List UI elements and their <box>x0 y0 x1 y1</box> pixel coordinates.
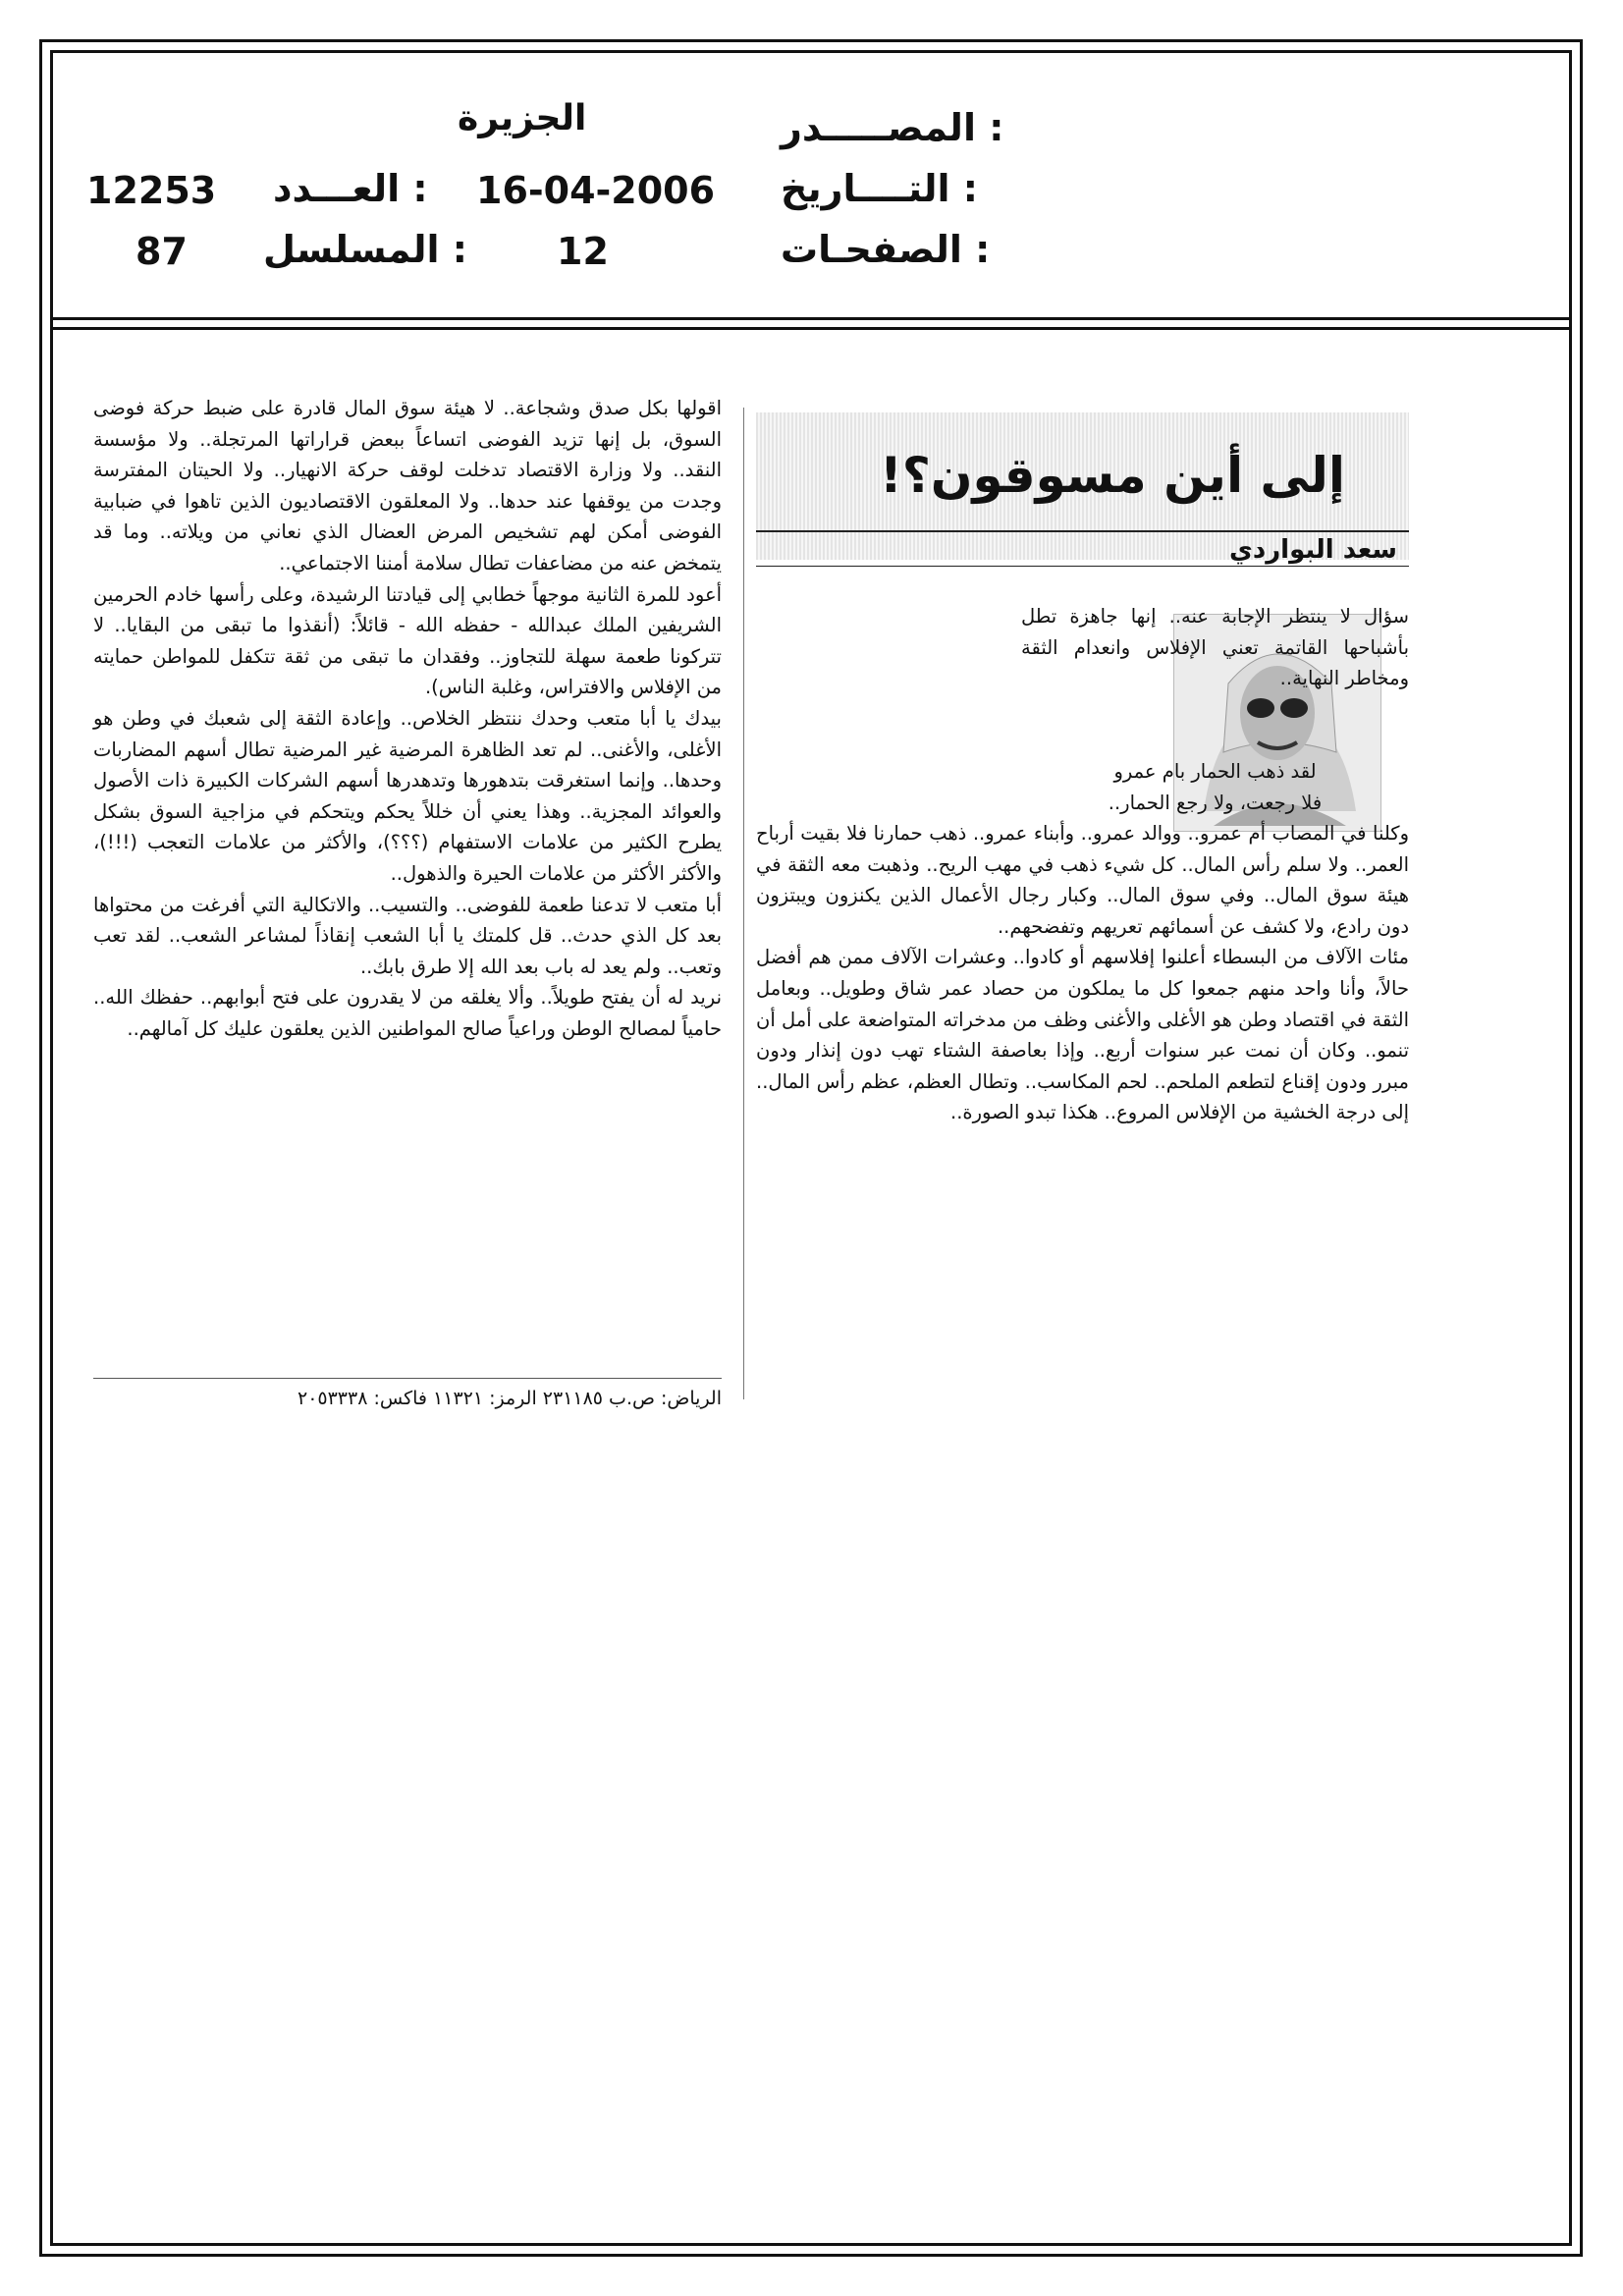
issue-value: 12253 <box>86 169 217 212</box>
issue-label: العـــدد : <box>273 167 428 210</box>
poem-line: لقد ذهب الحمار بام عمرو <box>1113 760 1317 783</box>
header-divider-top <box>50 317 1572 320</box>
date-label: التــــاريخ : <box>781 167 978 210</box>
paragraph: بيدك يا أبا متعب وحدك ننتظر الخلاص.. وإعادة الثقة إلى شعبك في وطن هو الأغلى، والأغنى.. لم تعد الظاهرة المرضية غير المرضية تطال أسهم المضاربات وحدها.. وإنما استغرقت بتدهورها وتدهدرها أسهم الشركات الكبيرة ذات الأصول والعوائد المجزية.. وهذا يعني أن خللاً يحكم ويتحكم في مزاجية السوق بشكل يطرح الكثير من علامات الاستفهام (؟؟؟)، والأكثر من علامات التعجب (!!!)، والأكثر الأكثر من علامات الحيرة والذهول.. <box>93 706 722 885</box>
paragraph: مئات الآلاف من البسطاء أعلنوا إفلاسهم أو كادوا.. وعشرات الآلاف ممن هم أفضل حالاً، وأنا واحد منهم جمعوا كل ما يملكون من حصاد عمر شاق وطويل.. وبعامل الثقة في اقتصاد وطن هو الأغلى والأغنى وظف من مدخراته المتواضعة على أمل أن تنمو.. وكان أن نمت عبر سنوات أربع.. وإذا بعاصفة الشتاء تهب دون إنذار ودون مبرر ودون إقناع لتطعم الملحم.. لحم المكاسب.. وتطال العظم، عظم رأس المال.. إلى درجة الخشية من الإفلاس المروع.. هكذا تبدو الصورة.. <box>756 946 1409 1124</box>
paragraph: نريد له أن يفتح طويلاً.. وألا يغلقه من لا يقدرون على فتح أبوابهم.. حفظك الله.. حامياً لمصالح الوطن وراعياً صالح المواطنين الذين يعلقون عليك كل آمالهم.. <box>93 986 722 1040</box>
footer-divider <box>93 1378 722 1379</box>
serial-label: المسلسل : <box>263 228 467 271</box>
paragraph: اقولها بكل صدق وشجاعة.. لا هيئة سوق المال قادرة على ضبط حركة فوضى السوق، بل إنها تزيد الفوضى اتساعاً ببعض قراراتها المرتجلة.. ولا مؤسسة النقد.. ولا وزارة الاقتصاد تدخلت لوقف حركة الانهيار.. ولا الحيتان المفترسة وجدت من يوقفها عند حدها.. ولا المعلقون الاقتصاديون الذين تاهوا في ضبابية الفوضى أمكن لهم تشخيص المرض العضال الذي نعاني من ويلاته.. وما قد يتمخض عنه من مضاعفات تطال سلامة أمننا الاجتماعي.. <box>93 397 722 574</box>
header-divider-bottom <box>50 327 1572 330</box>
column-divider <box>743 408 744 1399</box>
source-value: الجزيرة <box>458 98 587 138</box>
serial-value: 87 <box>135 230 188 273</box>
right-column-lead <box>1021 601 1409 694</box>
article-headline: إلى أين مسوقون؟! <box>880 447 1345 504</box>
pages-label: الصفحـات : <box>781 228 991 271</box>
paragraph: أبا متعب لا تدعنا طعمة للفوضى.. والتسيب.. والاتكالية التي أفرغت من محتواها بعد كل الذي حدث.. قل كلمتك يا أبا الشعب إنقاذاً لمشاعر الشعب.. لقد تعب وتعب.. ولم يعد له باب بعد الله إلا طرق بابك.. <box>93 893 722 978</box>
paragraph: وكلنا في المصاب أم عمرو.. ووالد عمرو.. وأبناء عمرو.. ذهب حمارنا فلا بقيت أرباح العمر.. ولا سلم رأس المال.. كل شيء ذهب في مهب الريح.. وذهبت معه الثقة في هيئة سوق المال.. وفي سوق المال.. وكبار رجال الأعمال الذين يكنزون ويبتزون دون رادع، ولا كشف عن أسمائهم تعريهم وتفضحهم.. <box>756 822 1409 938</box>
right-column-body <box>756 818 1409 1128</box>
pages-value: 12 <box>557 230 609 273</box>
poem-line: فلا رجعت، ولا رجع الحمار.. <box>1108 791 1323 814</box>
poem-line-1-block <box>1021 756 1409 818</box>
left-column <box>93 393 722 1044</box>
source-label: المصـــــدر : <box>781 106 1004 149</box>
paragraph: سؤال لا ينتظر الإجابة عنه.. إنها جاهزة تطل بأشباحها القاتمة تعني الإفلاس وانعدام الثقة ومخاطر النهاية.. <box>1021 605 1409 690</box>
paragraph: أعود للمرة الثانية موجهاً خطابي إلى قيادتنا الرشيدة، وعلى رأسها خادم الحرمين الشريفين الملك عبدالله - حفظه الله - قائلاً: (أنقذوا ما تبقى من البقايا.. لا تتركونا طعمة سهلة للتجاوز.. وفقدان ما تبقى من ثقة تتكفل للمواطن حمايته من الإفلاس والافتراس، وغلبة الناس). <box>93 582 722 699</box>
contact-footer: الرياض: ص.ب ٢٣١١٨٥ الرمز: ١١٣٢١ فاكس: ٢٠٥٣٣٣٨ <box>297 1388 722 1409</box>
article-author: سعد البواردي <box>1229 535 1397 565</box>
page-border-inner <box>50 50 1572 2246</box>
date-value: 16-04-2006 <box>476 169 716 212</box>
